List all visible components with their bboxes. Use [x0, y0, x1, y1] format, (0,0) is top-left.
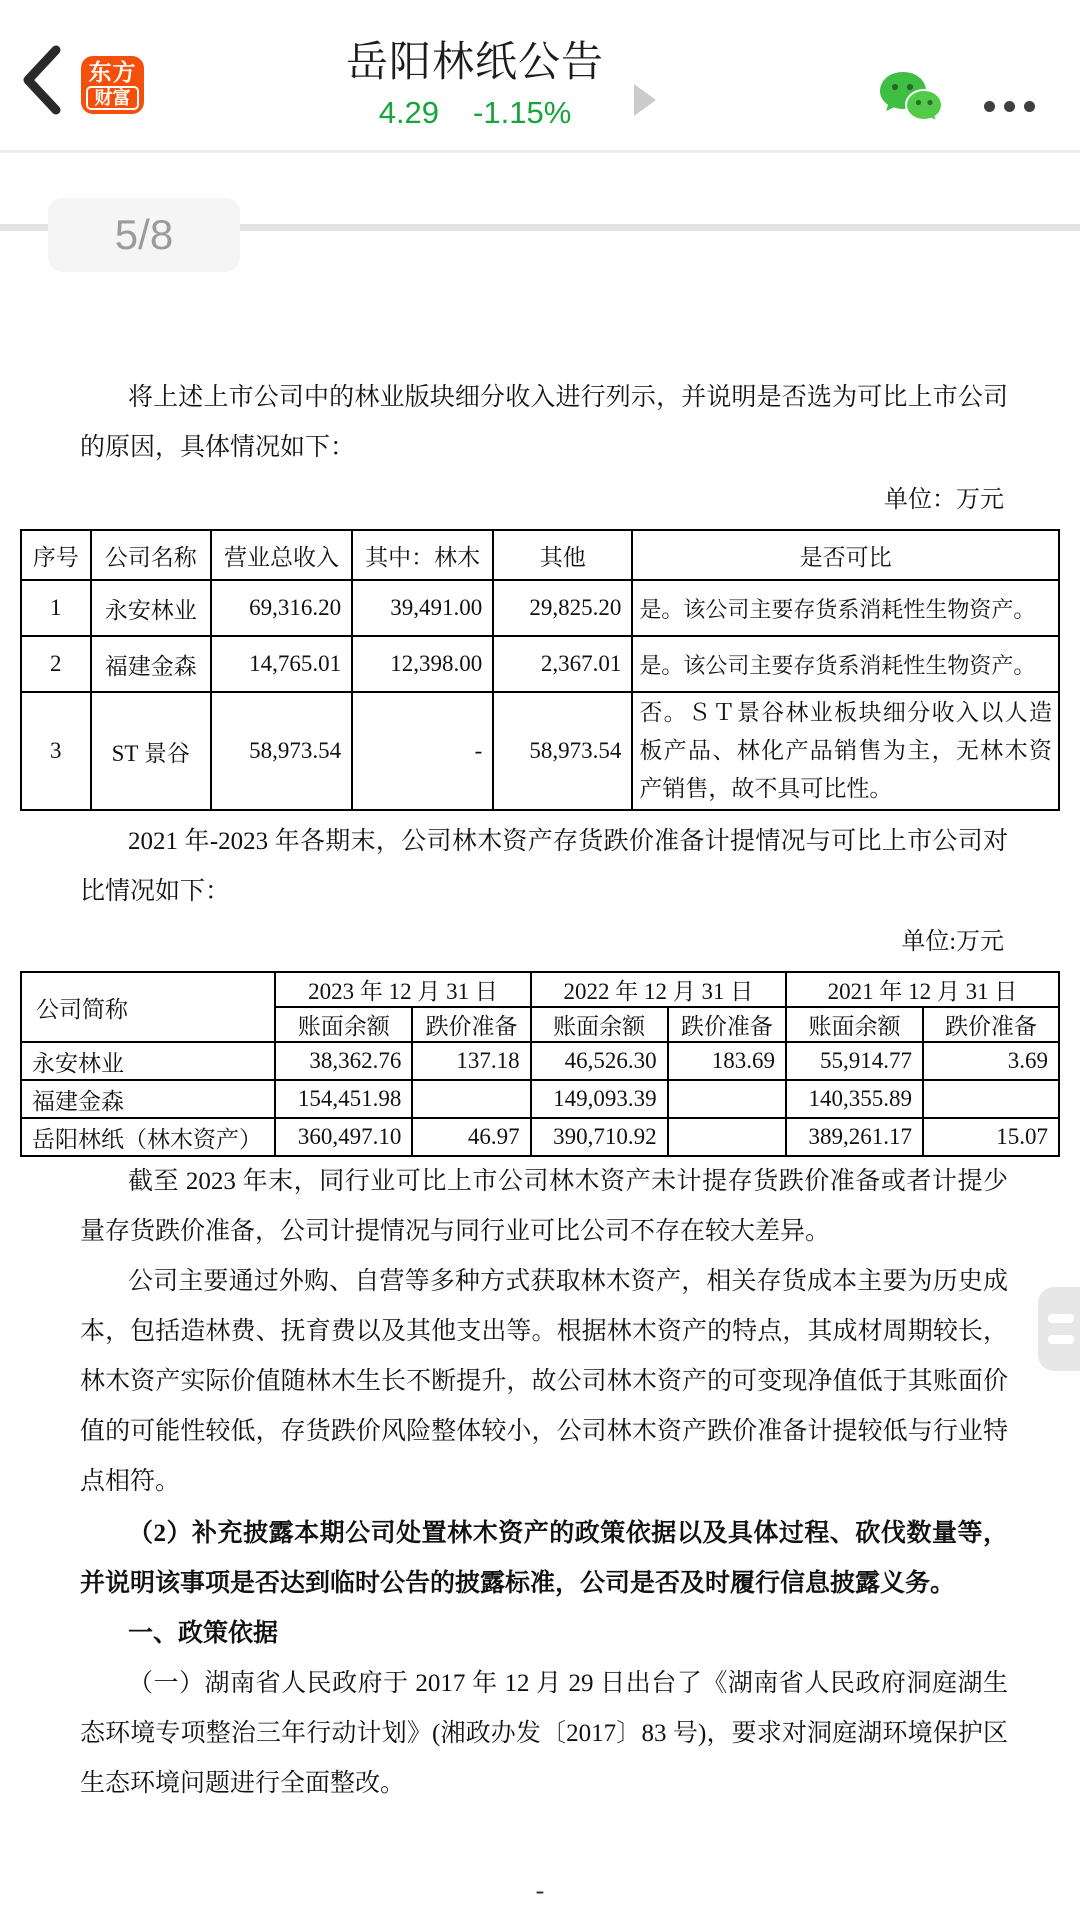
cell-company: 福建金森 — [21, 1080, 275, 1118]
cell-number: 38,362.76 — [275, 1042, 412, 1080]
table-row — [21, 692, 1059, 810]
sub-header: 跌价准备 — [923, 1007, 1059, 1042]
table-row — [21, 1080, 1059, 1118]
col-header: 序号 — [21, 530, 91, 580]
header-bar — [0, 0, 1080, 153]
sub-header: 跌价准备 — [412, 1007, 530, 1042]
page-footer-mark: - — [535, 1876, 545, 1905]
cell-number: 389,261.17 — [786, 1118, 923, 1156]
cell-company: ST 景谷 — [91, 692, 211, 810]
cell-number — [412, 1080, 530, 1118]
table-row — [21, 636, 1059, 692]
cell-number: 137.18 — [412, 1042, 530, 1080]
cell-number: 29,825.20 — [493, 580, 632, 636]
handle-bar — [1048, 1314, 1074, 1323]
play-triangle-icon[interactable] — [634, 84, 656, 116]
cell-number: 55,914.77 — [786, 1042, 923, 1080]
back-button[interactable] — [16, 42, 68, 118]
cell-comparable: 否。ＳＴ景谷林业板块细分收入以人造板产品、林化产品销售为主，无林木资产销售，故不具可比性。 — [632, 692, 1059, 810]
sub-header: 账面余额 — [531, 1007, 668, 1042]
col-header: 公司名称 — [91, 530, 211, 580]
table-header-row — [21, 530, 1059, 580]
cell-number: 149,093.39 — [531, 1080, 668, 1118]
table-row — [21, 1042, 1059, 1080]
paragraph-disclosure-request: （2）补充披露本期公司处置林木资产的政策依据以及具体过程、砍伐数量等，并说明该事项是否达到临时公告的披露标准，公司是否及时履行信息披露义务。 — [80, 1520, 1008, 1597]
stock-price: 4.29 — [378, 95, 440, 130]
cell-number: 12,398.00 — [352, 636, 493, 692]
section-heading-policy-basis: 一、政策依据 — [128, 1620, 279, 1647]
cell-number: 154,451.98 — [275, 1080, 412, 1118]
cell-number: 3.69 — [923, 1042, 1059, 1080]
paragraph-provision-intro: 2021 年-2023 年各期末，公司林木资产存货跌价准备计提情况与可比上市公司对比情况如下： — [80, 828, 1008, 905]
cell-number — [668, 1080, 786, 1118]
cell-company: 永安林业 — [91, 580, 211, 636]
cell-number: 2,367.01 — [493, 636, 632, 692]
cell-number: - — [352, 692, 493, 810]
sub-header: 账面余额 — [786, 1007, 923, 1042]
cell-number: 46.97 — [412, 1118, 530, 1156]
cell-company: 永安林业 — [21, 1042, 275, 1080]
col-header: 营业总收入 — [211, 530, 352, 580]
cell-seq: 1 — [21, 580, 91, 636]
wechat-share-button[interactable] — [878, 70, 942, 128]
cell-number — [923, 1080, 1059, 1118]
sub-header: 跌价准备 — [668, 1007, 786, 1042]
cell-number: 140,355.89 — [786, 1080, 923, 1118]
provision-comparison-table — [20, 971, 1060, 1157]
ellipsis-dot — [984, 101, 995, 112]
col-header-company: 公司简称 — [21, 972, 275, 1042]
page-title: 岳阳林纸公告 — [345, 38, 604, 85]
cell-company: 福建金森 — [91, 636, 211, 692]
cell-comparable: 是。该公司主要存货系消耗性生物资产。 — [632, 580, 1059, 636]
stock-quote — [280, 96, 670, 130]
col-header: 是否可比 — [632, 530, 1059, 580]
wechat-icon — [880, 72, 942, 122]
cell-number — [668, 1118, 786, 1156]
paragraph-conclusion: 截至 2023 年末，同行业可比上市公司林木资产未计提存货跌价准备或者计提少量存货跌价准备，公司计提情况与同行业可比公司不存在较大差异。 — [80, 1168, 1008, 1245]
cell-number: 360,497.10 — [275, 1118, 412, 1156]
cell-comparable: 是。该公司主要存货系消耗性生物资产。 — [632, 636, 1059, 692]
col-header-date: 2023 年 12 月 31 日 — [275, 972, 530, 1007]
cell-number: 183.69 — [668, 1042, 786, 1080]
col-header-date: 2021 年 12 月 31 日 — [786, 972, 1059, 1007]
cell-number: 46,526.30 — [531, 1042, 668, 1080]
ellipsis-dot — [1004, 101, 1015, 112]
page-indicator: 5/8 — [48, 198, 240, 272]
cell-number: 69,316.20 — [211, 580, 352, 636]
logo-text-bottom: 财富 — [86, 86, 139, 110]
paragraph-asset-policy: 公司主要通过外购、自营等多种方式获取林木资产，相关存货成本主要为历史成本，包括造林费、抚育费以及其他支出等。根据林木资产的特点，其成材周期较长，林木资产实际价值随林木生长不断提升，故公司林木资产的可变现净值低于其账面价值的可能性较低，存货跌价风险整体较小，公司林木资产跌价准备计提较低与行业特点相符。 — [80, 1268, 1008, 1495]
paragraph-hunan-policy: （一）湖南省人民政府于 2017 年 12 月 29 日出台了《湖南省人民政府洞庭湖生态环境专项整治三年行动计划》(湘政办发〔2017〕83 号)，要求对洞庭湖环境保护区生态环境问题进行全面整改。 — [80, 1670, 1008, 1797]
eastmoney-logo[interactable] — [81, 56, 144, 114]
scroll-drag-handle[interactable] — [1038, 1287, 1080, 1371]
handle-bar — [1048, 1335, 1074, 1344]
cell-number: 14,765.01 — [211, 636, 352, 692]
paragraph-intro: 将上述上市公司中的林业版块细分收入进行列示，并说明是否选为可比上市公司的原因，具体情况如下： — [80, 384, 1008, 461]
document-page — [0, 153, 1080, 1809]
title-block — [280, 36, 670, 130]
cell-number: 39,491.00 — [352, 580, 493, 636]
table-row — [21, 1118, 1059, 1156]
revenue-breakdown-table — [20, 529, 1060, 811]
col-header: 其中：林木 — [352, 530, 493, 580]
stock-change: -1.15% — [473, 95, 572, 130]
unit-label-2: 单位:万元 — [901, 929, 1004, 955]
table-header-row — [21, 972, 1059, 1007]
cell-number: 15.07 — [923, 1118, 1059, 1156]
back-chevron-icon — [28, 50, 56, 110]
cell-number: 58,973.54 — [211, 692, 352, 810]
cell-number: 58,973.54 — [493, 692, 632, 810]
table-row — [21, 580, 1059, 636]
col-header: 其他 — [493, 530, 632, 580]
ellipsis-dot — [1024, 101, 1035, 112]
col-header-date: 2022 年 12 月 31 日 — [531, 972, 786, 1007]
cell-company: 岳阳林纸（林木资产） — [21, 1118, 275, 1156]
sub-header: 账面余额 — [275, 1007, 412, 1042]
cell-seq: 3 — [21, 692, 91, 810]
logo-text-top: 东方 — [88, 59, 137, 85]
more-menu-button[interactable] — [984, 95, 1035, 118]
cell-number: 390,710.92 — [531, 1118, 668, 1156]
unit-label-1: 单位：万元 — [884, 487, 1004, 513]
cell-seq: 2 — [21, 636, 91, 692]
